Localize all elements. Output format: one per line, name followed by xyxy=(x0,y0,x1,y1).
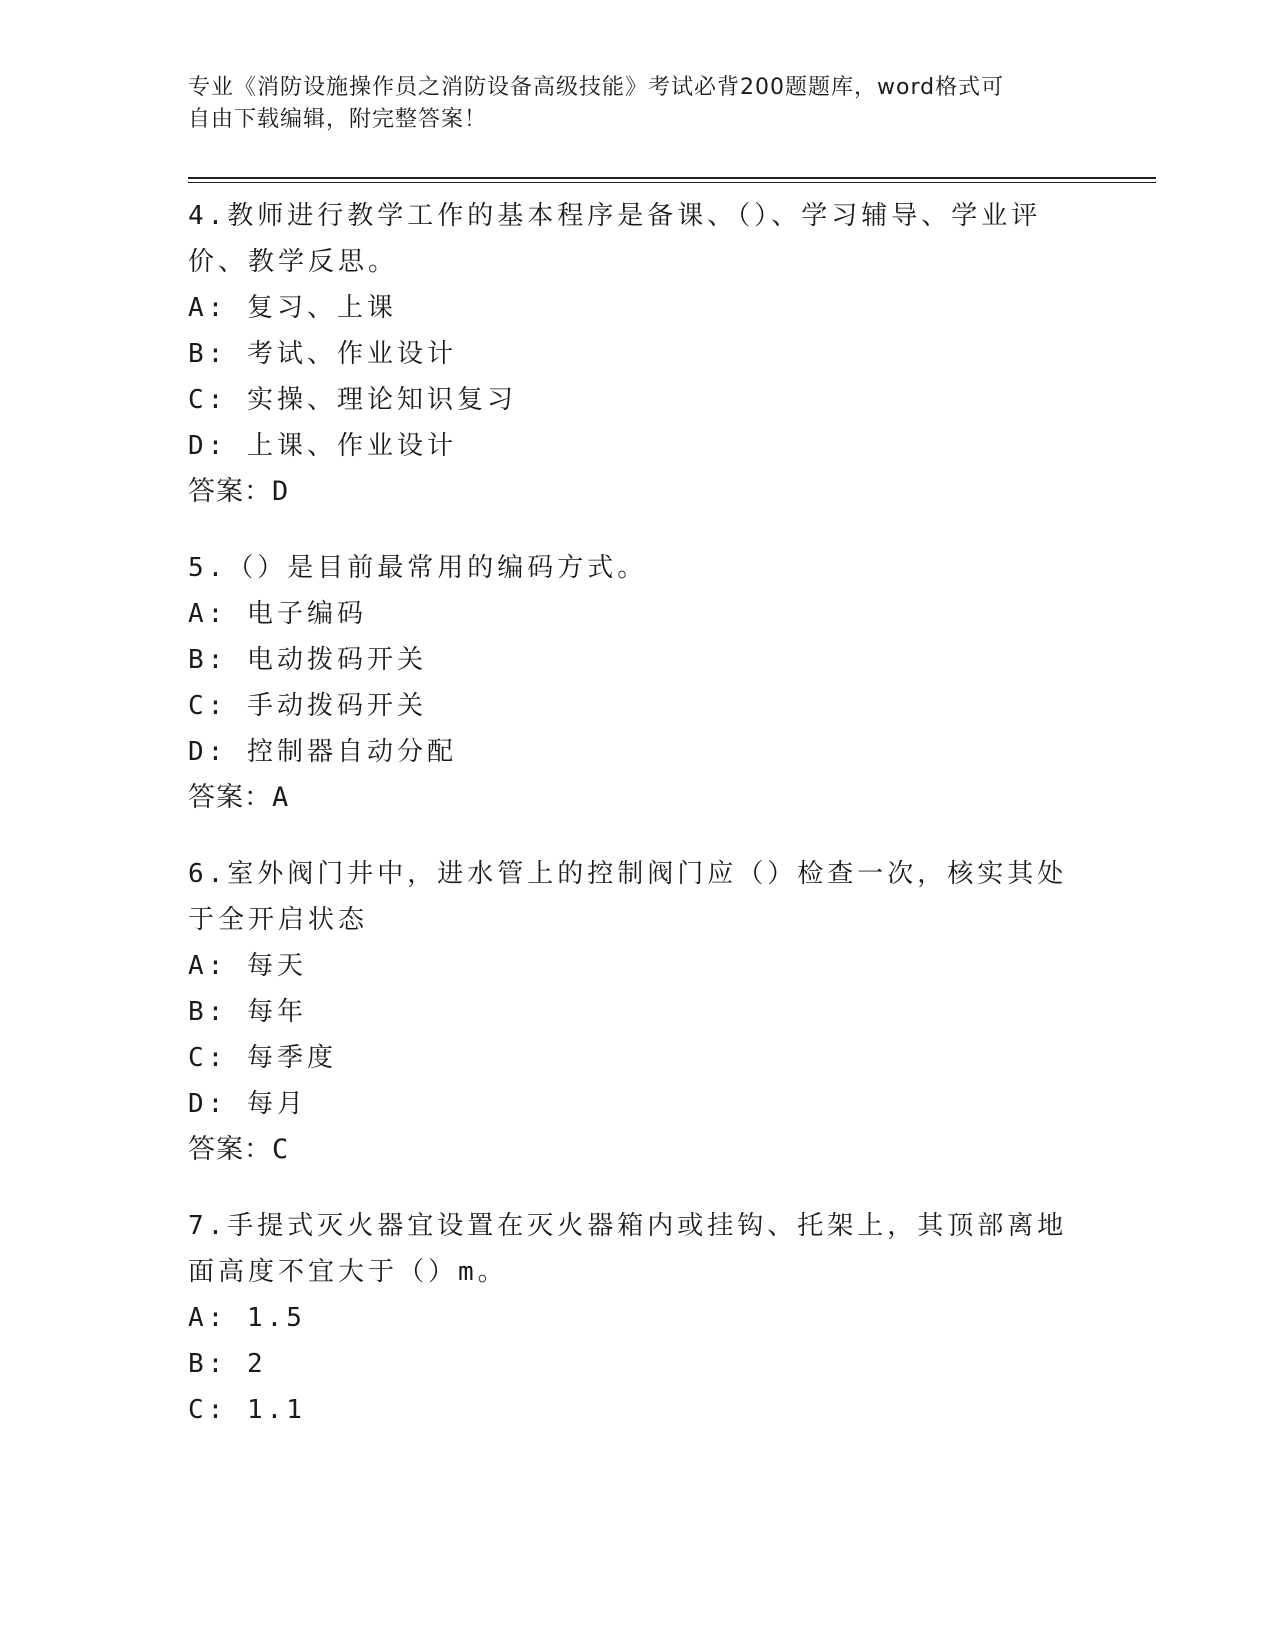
answer xyxy=(188,469,1088,515)
option-a: A: 1.5 xyxy=(188,1303,306,1333)
answer xyxy=(188,1127,1088,1173)
option-d: D: 控制器自动分配 xyxy=(188,737,457,767)
question-stem: 6.室外阀门井中，进水管上的控制阀门应（）检查一次，核实其处于全开启状态 xyxy=(188,859,1068,935)
answer-label: 答案： xyxy=(188,1134,272,1165)
question-list xyxy=(188,193,1088,1463)
question-7 xyxy=(188,1203,1088,1433)
question-4 xyxy=(188,193,1088,515)
header-rule-thick xyxy=(188,177,1156,179)
option-d: D: 每月 xyxy=(188,1089,307,1119)
header-line-1: 专业《消防设施操作员之消防设备高级技能》考试必背200题题库，word格式可 xyxy=(188,75,1005,100)
option-d: D: 上课、作业设计 xyxy=(188,431,457,461)
option-b: B: 2 xyxy=(188,1349,267,1379)
question-5 xyxy=(188,545,1088,821)
option-b: B: 每年 xyxy=(188,997,307,1027)
option-a: A: 电子编码 xyxy=(188,599,367,629)
option-b: B: 电动拨码开关 xyxy=(188,645,427,675)
option-c: C: 1.1 xyxy=(188,1395,306,1425)
answer-value: A xyxy=(272,782,290,813)
question-stem: 5.（）是目前最常用的编码方式。 xyxy=(188,553,648,583)
answer-label: 答案： xyxy=(188,782,272,813)
option-c: C: 实操、理论知识复习 xyxy=(188,385,517,415)
answer xyxy=(188,775,1088,821)
question-stem: 4.教师进行教学工作的基本程序是备课、（）、学习辅导、学业评价、教学反思。 xyxy=(188,201,1042,277)
option-c: C: 手动拨码开关 xyxy=(188,691,427,721)
option-a: A: 复习、上课 xyxy=(188,293,397,323)
document-header xyxy=(188,72,1088,136)
question-stem: 7.手提式灭火器宜设置在灭火器箱内或挂钩、托架上，其顶部离地面高度不宜大于（）m。 xyxy=(188,1211,1068,1287)
option-a: A: 每天 xyxy=(188,951,307,981)
option-c: C: 每季度 xyxy=(188,1043,337,1073)
header-rule-thin xyxy=(188,182,1156,183)
question-6 xyxy=(188,851,1088,1173)
header-line-2: 自由下载编辑，附完整答案！ xyxy=(188,107,488,132)
answer-label: 答案： xyxy=(188,476,272,507)
option-b: B: 考试、作业设计 xyxy=(188,339,457,369)
answer-value: D xyxy=(272,476,290,507)
answer-value: C xyxy=(272,1134,290,1165)
